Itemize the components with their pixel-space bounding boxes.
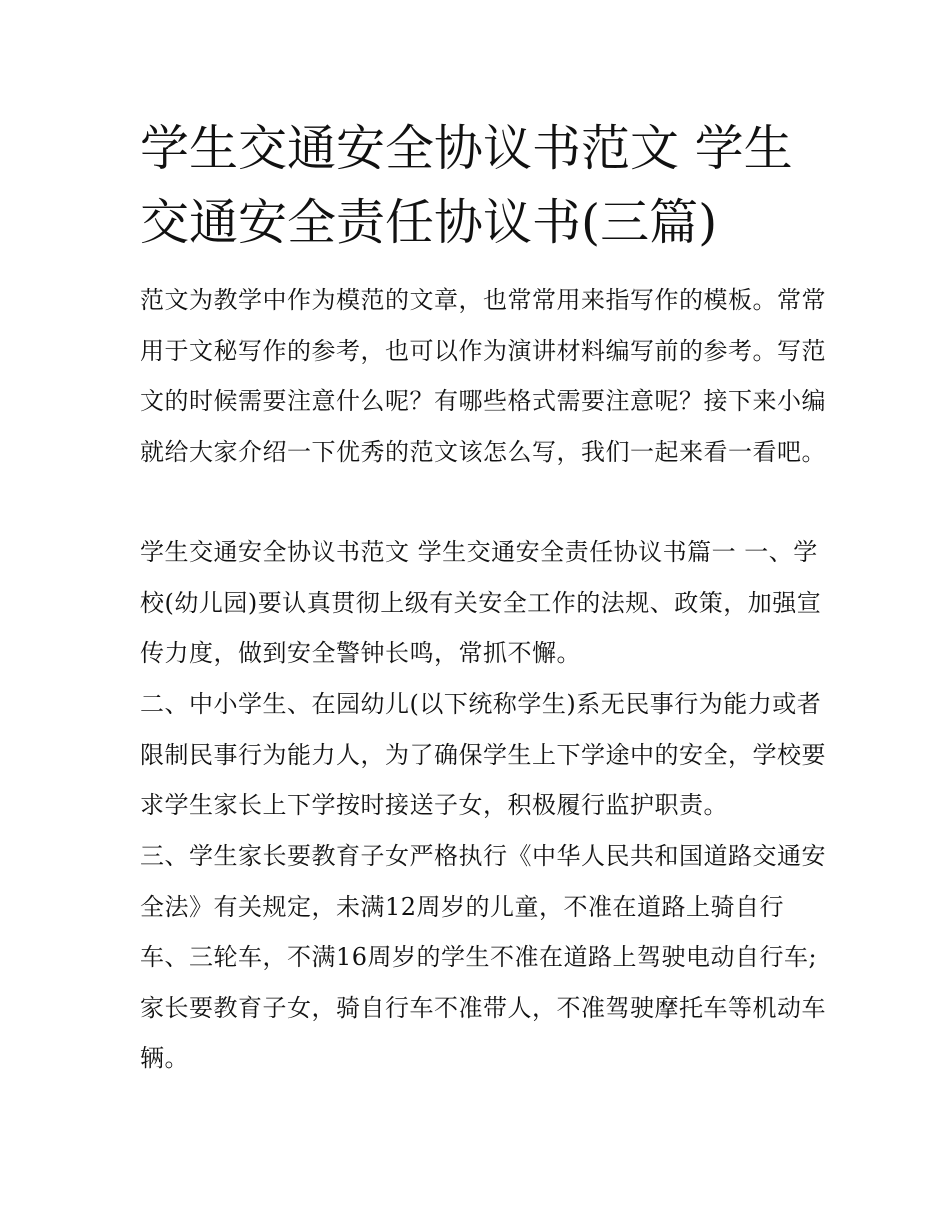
paragraph-section-three: 三、学生家长要教育子女严格执行《中华人民共和国道路交通安全法》有关规定，未满12周岁的儿童，不准在道路上骑自行车、三轮车，不满16周岁的学生不准在道路上驾驶电动自行车;家长要教育子女，骑自行车不准带人，不准驾驶摩托车等机动车辆。 bbox=[140, 842, 826, 1072]
paragraph-section-one: 学生交通安全协议书范文 学生交通安全责任协议书篇一 一、学校(幼儿园)要认真贯彻上级有关安全工作的法规、政策，加强宣传力度，做到安全警钟长鸣，常抓不懈。 bbox=[140, 538, 822, 667]
document-title: 学生交通安全协议书范文 学生交通安全责任协议书(三篇) bbox=[140, 120, 793, 251]
paragraph-section-two: 二、中小学生、在园幼儿(以下统称学生)系无民事行为能力或者限制民事行为能力人，为了确保学生上下学途中的安全，学校要求学生家长上下学按时接送子女，积极履行监护职责。 bbox=[140, 690, 826, 819]
paragraph-intro: 范文为教学中作为模范的文章，也常常用来指写作的模板。常常用于文秘写作的参考，也可以作为演讲材料编写前的参考。写范文的时候需要注意什么呢？有哪些格式需要注意呢？接下来小编就给大家介绍一下优秀的范文该怎么写，我们一起来看一看吧。 bbox=[140, 286, 826, 466]
